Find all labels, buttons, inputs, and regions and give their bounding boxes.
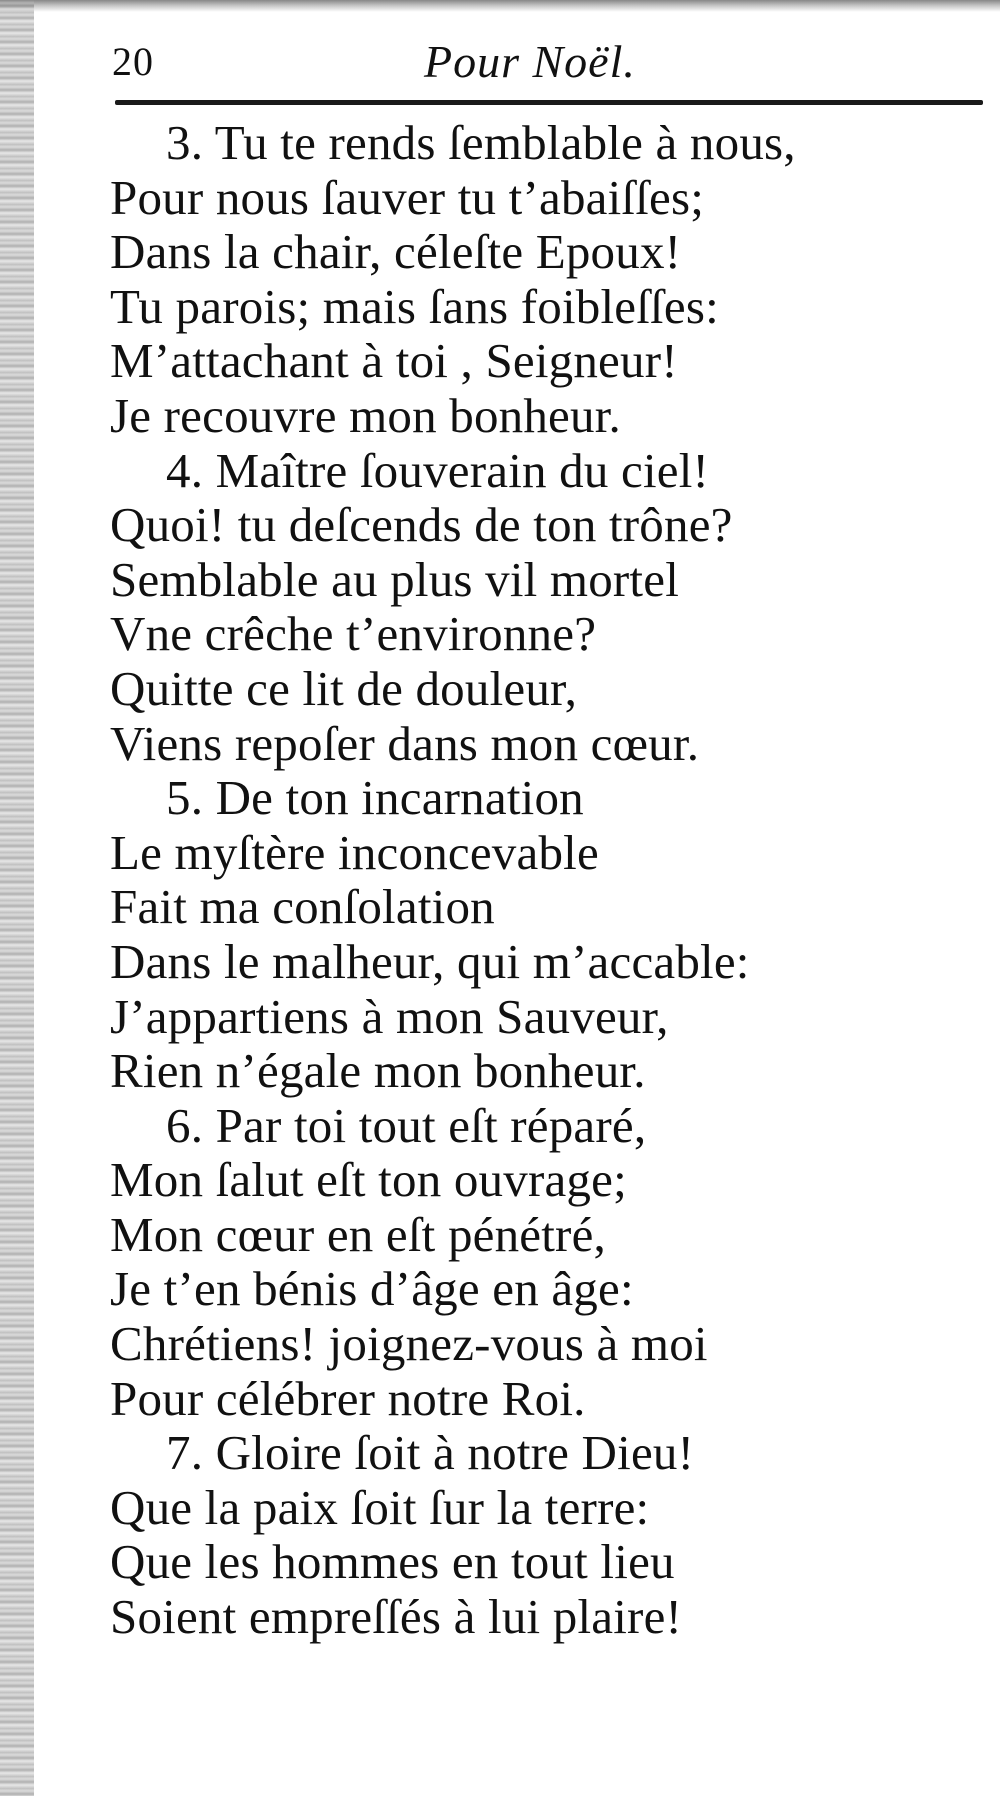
verse-line: Le myſtère inconcevable <box>110 824 599 880</box>
verse-line: Soient empreſſés à lui plaire! <box>110 1589 683 1645</box>
verse-line: Viens repoſer dans mon cœur. <box>110 715 700 771</box>
verse-line: Vne crêche t’environne? <box>110 606 597 662</box>
verse-line: Semblable au plus vil mortel <box>110 551 680 607</box>
verse-line: J’appartiens à mon Sauveur, <box>110 988 669 1044</box>
verse-line: Rien n’égale mon bonheur. <box>110 1043 646 1099</box>
page-number: 20 <box>112 39 154 84</box>
verse-line: Chrétiens! joignez-vous à moi <box>110 1316 708 1372</box>
verse-line: Dans le malheur, qui m’accable: <box>110 933 750 989</box>
poem-text <box>110 116 970 1645</box>
verse-line: Je recouvre mon bonheur. <box>110 387 621 443</box>
scan-left-edge <box>0 0 34 1796</box>
verse-line: Fait ma conſolation <box>110 879 495 935</box>
verse-line: Que les hommes en tout lieu <box>110 1534 675 1590</box>
verse-line: Quitte ce lit de douleur, <box>110 660 578 716</box>
verse-line: 5. De ton incarnation <box>166 770 584 826</box>
verse-line: 6. Par toi tout eſt réparé, <box>166 1097 647 1153</box>
verse-line: Quoi! tu deſcends de ton trône? <box>110 497 733 553</box>
verse-line: Je t’en bénis d’âge en âge: <box>110 1261 634 1317</box>
verse-line: Pour nous ſauver tu t’abaiſſes; <box>110 169 705 225</box>
scan-top-shadow <box>0 0 1000 12</box>
verse-line: M’attachant à toi , Seigneur! <box>110 333 678 389</box>
header-rule <box>115 100 983 105</box>
verse-line: 4. Maître ſouverain du ciel! <box>166 442 710 498</box>
verse-line: Dans la chair, céleſte Epoux! <box>110 224 682 280</box>
verse-line: Mon ſalut eſt ton ouvrage; <box>110 1152 627 1208</box>
page-header <box>112 30 922 94</box>
verse-line: Mon cœur en eſt pénétré, <box>110 1206 606 1262</box>
verse-line: 3. Tu te rends ſemblable à nous, <box>166 115 796 170</box>
verse-line: Tu parois; mais ſans foibleſſes: <box>110 278 719 334</box>
running-title: Pour Noël. <box>424 36 636 87</box>
verse-line: 7. Gloire ſoit à notre Dieu! <box>166 1425 695 1481</box>
verse-line: Pour célébrer notre Roi. <box>110 1370 586 1426</box>
verse-line: Que la paix ſoit ſur la terre: <box>110 1479 650 1535</box>
